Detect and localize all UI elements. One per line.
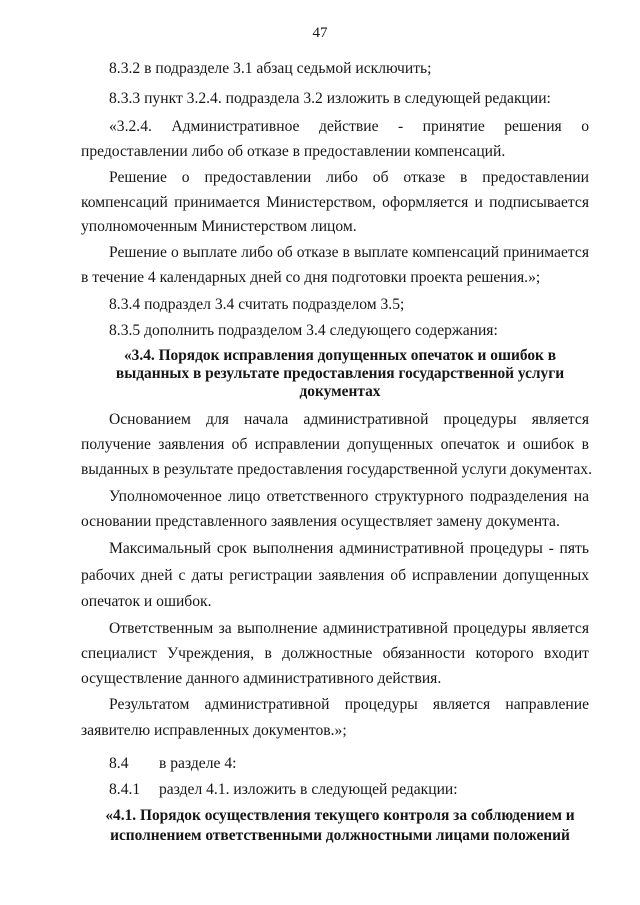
text-line: заявителю исправленных документов.»;: [81, 722, 347, 739]
text-line: Результатом административной процедуры является направление: [109, 696, 589, 713]
text-line: Основанием для начала административной процедуры является: [109, 411, 589, 428]
text-line: основании представленного заявления осуществляет замену документа.: [81, 513, 560, 530]
text-line: 8.3.5 дополнить подразделом 3.4 следующего содержания:: [109, 322, 498, 339]
text-line: осуществление данного административного действия.: [81, 670, 442, 687]
text-line: 8.3.2 в подразделе 3.1 абзац седьмой исключить;: [109, 60, 432, 77]
text-line: компенсаций принимается Министерством, оформляется и подписывается: [81, 194, 589, 211]
text-line: 8.3.3 пункт 3.2.4. подраздела 3.2 изложить в следующей редакции:: [109, 90, 551, 107]
text-line: уполномоченным Министерством лицом.: [81, 218, 357, 235]
text-line: Решение о предоставлении либо об отказе в предоставлении: [109, 169, 589, 186]
item-text: в разделе 4:: [159, 755, 237, 772]
item-number: 8.4: [109, 755, 129, 772]
item-text: раздел 4.1. изложить в следующей редакции:: [159, 781, 458, 798]
section-heading: выданных в результате предоставления государственной услуги: [115, 365, 565, 382]
text-line: Ответственным за выполнение административной процедуры является: [109, 620, 589, 637]
text-line: опечаток и ошибок.: [81, 593, 212, 610]
item-number: 8.4.1: [109, 781, 141, 798]
text-line: выданных в результате предоставления государственной услуги документах.: [81, 461, 592, 478]
text-line: Решение о выплате либо об отказе в выплате компенсаций принимается: [109, 244, 589, 261]
text-line: 8.3.4 подраздел 3.4 считать подразделом 3.5;: [109, 296, 405, 313]
text-line: предоставлении либо об отказе в предоставлении компенсаций.: [81, 143, 506, 160]
text-line: в течение 4 календарных дней со дня подготовки проекта решения.»;: [81, 269, 541, 286]
section-heading: документах: [299, 383, 381, 400]
list-item: [109, 753, 236, 774]
section-heading: «3.4. Порядок исправления допущенных опечаток и ошибок в: [123, 347, 557, 364]
text-line: специалист Учреждения, в должностные обязанности которого входит: [81, 645, 589, 662]
page-number: 47: [312, 25, 328, 41]
text-line: «3.2.4. Административное действие - принятие решения о: [109, 118, 589, 135]
list-item: [109, 779, 458, 800]
text-line: рабочих дней с даты регистрации заявления об исправлении допущенных: [81, 567, 589, 584]
section-heading: «4.1. Порядок осуществления текущего контроля за соблюдением и: [105, 807, 575, 824]
text-line: Уполномоченное лицо ответственного структурного подразделения на: [109, 488, 589, 505]
text-line: получение заявления об исправлении допущенных опечаток и ошибок в: [81, 436, 589, 453]
section-heading: исполнением ответственными должностными лицами положений: [110, 827, 570, 844]
text-line: Максимальный срок выполнения административной процедуры - пять: [109, 540, 589, 557]
